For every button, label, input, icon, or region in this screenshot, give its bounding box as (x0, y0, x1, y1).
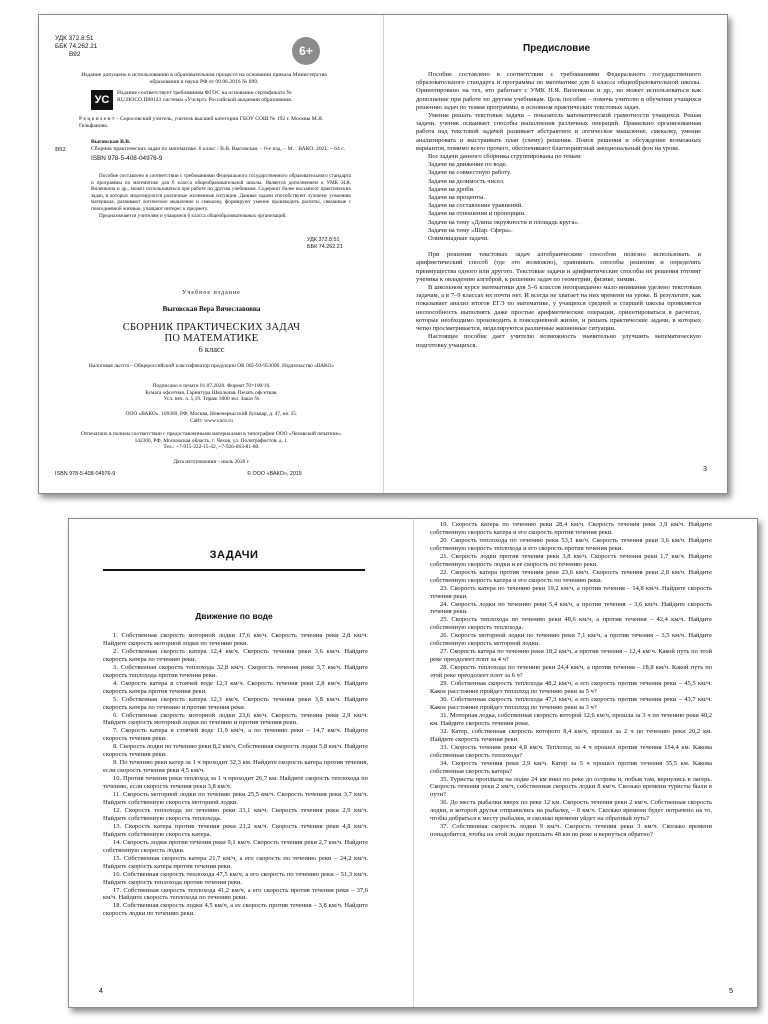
task-item: 26. Скорость моторной лодки по течению реки 7,1 км/ч, а против течения – 3,5 км/ч. Найдите собственную скорость моторной лодки. (430, 632, 712, 648)
task-list-left (103, 632, 368, 918)
preface-paragraph: В школьном курсе математики для 5–6 классов неоправданно мало внимания уделено текстовым задачам, а в 7–9 классах их почти нет. И всегда не хватает на них времени на уроке. В результате, как показывает анализ итогов ЕГЭ по математике, у учащихся средней и старшей школы проявляется неспособность выполнять даже простые арифметические операции, ориентироваться в расчетах, которые необходимо производить в повседневной жизни, и решать практические задачи, в которых четко просматривается, моделируются различные жизненные ситуации. (416, 284, 701, 333)
page-number: 3 (703, 466, 707, 473)
annotation-paragraph: Предназначается учителям и учащимся 6 класса общеобразовательных организаций. (99, 212, 287, 219)
book-title-line-2: ПО МАТЕМАТИКЕ (164, 333, 259, 344)
task-item: 29. Собственная скорость теплохода 48,2 км/ч, а его скорость против течения реки – 45,5 км/ч. Какое расстояние пройдет теплоход по течению реки за 5 ч? (430, 680, 712, 696)
task-item: 23. Скорость катера по течению реки 19,2 км/ч, а против течения – 14,8 км/ч. Найдите скорость течения реки. (430, 584, 712, 600)
task-item: 5. Собственная скорость катера 12,3 км/ч. Скорость течения реки 3,8 км/ч. Найдите скорость катера по течению и против течения реки. (103, 695, 368, 711)
preface-paragraph: При решении текстовых задач алгебраическим способом полезно использовать и арифметический способ (где это возможно), сравнивать способы решения и определять преимущества одного или другого. Текстовые задачи и арифметические способы их решения готовят ученика к овладению алгеброй, к решению задач по геометрии, физике, химии. (416, 251, 701, 283)
preface-paragraph: Настоящее пособие дает учителю возможность значительно улучшить математическую подготовку учащихся. (416, 333, 701, 349)
topic-item: Задачи на дроби. (428, 185, 475, 193)
preface-title: Предисловие (522, 43, 591, 54)
print-line: Подписано к печати 01.07.2020. Формат 70×100/16. (152, 383, 271, 389)
topic-item: Задачи на проценты. (428, 194, 486, 202)
topic-item: Задачи на отношения и пропорции. (428, 210, 526, 218)
topic-item: Задачи на тему «Шар. Сфера». (428, 226, 513, 234)
catalog-author: Выговская В.В. (91, 139, 131, 145)
printer-line: Отпечатано в полном соответствии с предоставленными материалами в типографии ООО «Чеховский печатник». (80, 431, 343, 437)
printer-line: Тел.: +7-915-222-15-42, +7-926-063-81-80. (163, 444, 260, 451)
spacer (416, 243, 701, 251)
annotation-paragraph: Пособие составлено в соответствии с требованиями Федерального государственного образовательного стандарта и программы по математике для 6 класса общеобразовательной школы. Является дополнением к УМК Н.Я. Виленкина и др., может использоваться при работе по другим учебникам. Содержит более восьмисот практических задач, в которых моделируются различные жизненные ситуации. Данные задачи способствуют лучшему усвоению материала, развивают логическое мышление и смекалку, формируют умение производить расчеты, связанные с повседневной жизнью, учащают интерес к предмету. (91, 173, 351, 212)
task-item: 15. Собственная скорость катера 21,7 км/ч, а его скорость по течению реки – 24,2 км/ч. Найдите скорость катера против течения реки. (103, 854, 368, 870)
approval-text: Издание допущено к использованию в образовательном процессе на основании приказа Министерства образования и науки РФ от 09.06.2016 № 699. (81, 72, 327, 85)
tasks-page-right (414, 519, 758, 1007)
author-full-name: Выговская Вера Вячеславовна (162, 305, 261, 313)
annotation (91, 173, 351, 219)
catalog-isbn: ISBN 978-5-408-04976-9 (91, 155, 163, 162)
preface-body (416, 71, 701, 350)
topic-list (416, 161, 701, 243)
task-item: 28. Скорость теплохода по течению реки 24,4 км/ч, а против течения – 18,8 км/ч. Какой путь по этой реке преодолеет плот за 6 ч? (430, 664, 712, 680)
task-item: 8. Скорость лодки по течению реки 8,2 км/ч. Собственная скорость лодки 5,8 км/ч. Найдите скорость течения реки. (103, 743, 368, 759)
task-item: 25. Скорость теплохода по течению реки 48,6 км/ч, а против течения – 42,4 км/ч. Найдите собственную скорость теплохода. (430, 616, 712, 632)
task-item: 7. Скорость катера в стоячей воде 11,9 км/ч, а по течению реки – 14,7 км/ч. Найдите скорость течения реки. (103, 727, 368, 743)
task-item: 36. До места рыбалки вверх по реке 12 км. Скорость течения реки 2 км/ч. Собственная скорость лодки, в которой друзья отправились на рыбалку, – 8 км/ч. Сколько времени будет потрачено на то, чтобы добраться к месту рыбалки, и сколько времени уйдет на обратный путь? (430, 799, 712, 823)
catalog-author-row (55, 139, 367, 146)
catalog-description-row (55, 146, 367, 153)
chapter-rule (103, 569, 365, 571)
book-title (39, 322, 384, 344)
catalog-entry (55, 139, 367, 162)
catalog-code: В92 (55, 146, 66, 153)
imprint-page (39, 15, 384, 493)
print-line: Усл. печ. л. 5,19. Тираж 3000 экз. Заказ № (163, 396, 260, 403)
page-number: 5 (729, 988, 733, 995)
task-item: 33. Скорость течения реки 4,8 км/ч. Теплоход за 4 ч прошел против течения 154,4 км. Какова собственная скорость теплохода? (430, 743, 712, 759)
fgos-text: Издание соответствует требованиям ФГОС на основании сертификата № RU.НОСО.П00143 системы «Учсерт» Российской академии образования. (117, 90, 293, 103)
copyright: © ООО «ВАКО», 2015 (247, 471, 302, 477)
task-item: 35. Туристы проплыли на лодке 24 км вниз по реке до острова и, побыв там, вернулись в лагерь. Скорость течения реки 2 км/ч, собственная скорость лодки 8 км/ч. Сколько времени туристы были в пути? (430, 775, 712, 799)
publisher-address: ООО «ВАКО». 109369, РФ, Москва, Новочеркасский бульвар, д. 47, кв. 25. (125, 411, 298, 417)
task-item: 2. Собственная скорость катера 12,4 км/ч. Скорость течения реки 3,6 км/ч. Найдите скорость катера по течению реки. (103, 647, 368, 663)
task-item: 1. Собственная скорость моторной лодки 17,6 км/ч. Скорость течения реки 2,8 км/ч. Найдите скорость моторной лодки по течению реки. (103, 632, 368, 647)
task-item: 16. Собственная скорость теплохода 47,5 км/ч, а его скорость по течению реки – 51,3 км/ч. Найдите скорость теплохода против течения реки. (103, 870, 368, 886)
task-item: 22. Скорость катера против течения реки 23,6 км/ч. Скорость течения реки 2,8 км/ч. Найдите собственную скорость катера и его скорость по течению реки. (430, 568, 712, 584)
edition-type: Учебное издание (182, 290, 241, 296)
task-item: 14. Скорость лодки против течения реки 9,1 км/ч. Скорость течения реки 2,7 км/ч. Найдите собственную скорость лодки. (103, 838, 368, 854)
author-code: В92 (69, 51, 81, 58)
book-grade: 6 класс (198, 344, 225, 354)
task-item: 21. Скорость лодки против течения реки 3,8 км/ч. Скорость течения реки 1,7 км/ч. Найдите собственную скорость лодки и ее скорость по течению реки. (430, 552, 712, 568)
publisher-site: Сайт: www.vaco.ru (190, 417, 233, 424)
tax-info: Налоговая льгота – Общероссийский классификатор продукции ОК 005-93-953000. Издательство «ВАКО» (88, 363, 335, 369)
isbn-footer: ISBN 978-5-408-04976-9 (55, 471, 116, 477)
preface-paragraph: Все задачи данного сборника сгруппированы по темам: (428, 153, 582, 161)
us-cert-logo: УС (91, 90, 113, 110)
age-rating-badge: 6+ (292, 37, 320, 65)
task-item: 31. Моторная лодка, собственная скорость которой 12,6 км/ч, прошла за 3 ч по течению реки 40,2 км. Найдите скорость течения реки. (430, 711, 712, 727)
task-item: 13. Скорость катера против течения реки 21,2 км/ч. Скорость течения реки 4,8 км/ч. Найдите собственную скорость катера. (103, 822, 368, 838)
task-item: 30. Собственная скорость теплохода 47,3 км/ч, а его скорость против течения реки – 43,7 км/ч. Какое расстояние пройдет теплоход по течению реки за 3 ч? (430, 695, 712, 711)
task-item: 34. Скорость течения реки 2,9 км/ч. Катер за 5 ч прошел против течения 35,5 км. Какова собственная скорость катера? (430, 759, 712, 775)
task-item: 37. Собственная скорость лодки 9 км/ч. Скорость течения реки 3 км/ч. Сколько времени понадобится, чтобы на этой лодке проплыть 48 км по реке и вернуться обратно? (430, 823, 712, 839)
top-spread (38, 14, 728, 494)
printer-line: 142300, РФ, Московская область, г. Чехов, ул. Полиграфистов, д. 1. (134, 437, 289, 444)
print-info (59, 383, 364, 403)
preface-paragraph: Умение решать текстовые задачи – показатель математической грамотности учащихся. Решая задачи, ученик осваивает способы выполнения различных операций. Правильно организованная работа над текстовой задачей развивает абстрактное и логическое мышление, смекалку, умение анализировать и выстраивать план (схему) решения. Поиск решения и обсуждение возможных вариантов, помимо всего прочего, обеспечивают благоприятный эмоциональный фон на уроке. (416, 112, 701, 152)
task-item: 17. Собственная скорость теплохода 41,2 км/ч, а его скорость против течения реки – 37,6 км/ч. Найдите скорость теплохода по течению реки. (103, 886, 368, 902)
catalog-description: Сборник практических задач по математике. 6 класс / В.В. Выговская. – 6-е изд. – М. : ВАКО, 2021. – 64 с. (91, 146, 346, 152)
reviewer-text: Р е ц е н з е н т – Соросовский учитель, учитель высшей категории ГБОУ СОШ № 192 г. Москвы М.Я. Гельфанова. (79, 116, 324, 129)
task-item: 12. Скорость теплохода по течению реки 33,1 км/ч. Скорость течения реки 2,9 км/ч. Найдите собственную скорость теплохода. (103, 806, 368, 822)
preface-paragraph: Пособие составлено в соответствии с требованиями Федерального государственного образовательного стандарта и программы по математике для 6 класса общеобразовательной школы. Ориентировано на тех, кто работает с УМК Н.Я. Виленкина и др., но может использоваться как дополнение при работе по другим учебникам. Цель пособия – помочь учителю в обучении учащихся решению задач по темам программы, в основном практических текстовых задач. (416, 71, 701, 111)
task-item: 19. Скорость катера по течению реки 28,4 км/ч. Скорость течения реки 3,9 км/ч. Найдите собственную скорость катера и его скорость против течения реки. (430, 521, 712, 536)
topic-item: Олимпиадные задачи. (428, 235, 489, 243)
task-item: 20. Скорость теплохода по течению реки 53,1 км/ч. Скорость течения реки 3,6 км/ч. Найдите собственную скорость теплохода и его скорость против течения реки. (430, 536, 712, 552)
topic-item: Задачи на тему «Длина окружности и площадь круга». (428, 218, 580, 226)
task-item: 9. По течению реки катер за 1 ч проходит 32,3 км. Найдите скорость катера против течения, если скорость течения реки 4,5 км/ч. (103, 759, 368, 775)
topic-item: Задачи на составление уравнений. (428, 202, 523, 210)
page-number: 4 (99, 988, 103, 995)
task-item: 24. Скорость лодки по течению реки 5,4 км/ч, а против течения – 3,6 км/ч. Найдите скорость течения реки. (430, 600, 712, 616)
tasks-page-left (69, 519, 414, 1007)
book-title-line-1: СБОРНИК ПРАКТИЧЕСКИХ ЗАДАЧ (122, 322, 301, 333)
task-item: 6. Собственная скорость моторной лодки 23,6 км/ч. Скорость течения реки 2,9 км/ч. Найдите скорость моторной лодки по течению и против течения реки. (103, 711, 368, 727)
bbk-code: ББК 74.262.21 (55, 43, 98, 50)
bbk-code-bottom: ББК 74.262.21 (307, 243, 343, 250)
chapter-title: ЗАДАЧИ (209, 549, 259, 561)
preface-page (384, 15, 728, 493)
bottom-spread (68, 518, 758, 1008)
catalog-codes-bottom (307, 237, 343, 250)
topic-item: Задачи на совместную работу. (428, 169, 512, 177)
print-line: Бумага офсетная. Гарнитура Школьная. Печать офсетная. (145, 389, 278, 396)
task-item: 27. Скорость катера по течению реки 18,2 км/ч, а против течения – 12,4 км/ч. Какой путь по этой реке преодолеет плот за 4 ч? (430, 648, 712, 664)
task-item: 4. Скорость катера в стоячей воде 12,3 км/ч. Скорость течения реки 2,8 км/ч. Найдите скорость катера против течения реки. (103, 679, 368, 695)
task-item: 10. Против течения реки теплоход за 1 ч проходит 26,7 км. Найдите скорость теплохода по течению, если скорость течения реки 3,8 км/ч. (103, 775, 368, 791)
task-list-right (430, 521, 712, 839)
printer-info (59, 431, 364, 451)
publisher-info (59, 411, 364, 424)
task-item: 18. Собственная скорость лодки 4,5 км/ч, а ее скорость против течения – 3,8 км/ч. Найдите скорость лодки по течению реки. (103, 902, 368, 918)
udk-code: УДК 372.8:51 (55, 35, 94, 42)
task-item: 11. Скорость моторной лодки по течению реки 25,5 км/ч. Скорость течения реки 3,7 км/ч. Найдите собственную скорость моторной лодки. (103, 791, 368, 807)
topic-item: Задачи на движение по воде. (428, 161, 508, 169)
task-item: 32. Катер, собственная скорость которого 8,4 км/ч, прошел за 2 ч по течению реки 20,2 км. Найдите скорость течения реки. (430, 727, 712, 743)
section-title: Движение по воде (195, 611, 273, 621)
production-date: Дата изготовления – июль 2020 г. (173, 459, 250, 465)
catalog-codes (55, 35, 97, 59)
task-item: 3. Собственная скорость теплохода 32,8 км/ч. Скорость течения реки 3,7 км/ч. Найдите скорость теплохода против течения реки. (103, 663, 368, 679)
udk-code-bottom: УДК 372.8:51 (307, 237, 340, 243)
topic-item: Задачи на делимость чисел. (428, 177, 505, 185)
